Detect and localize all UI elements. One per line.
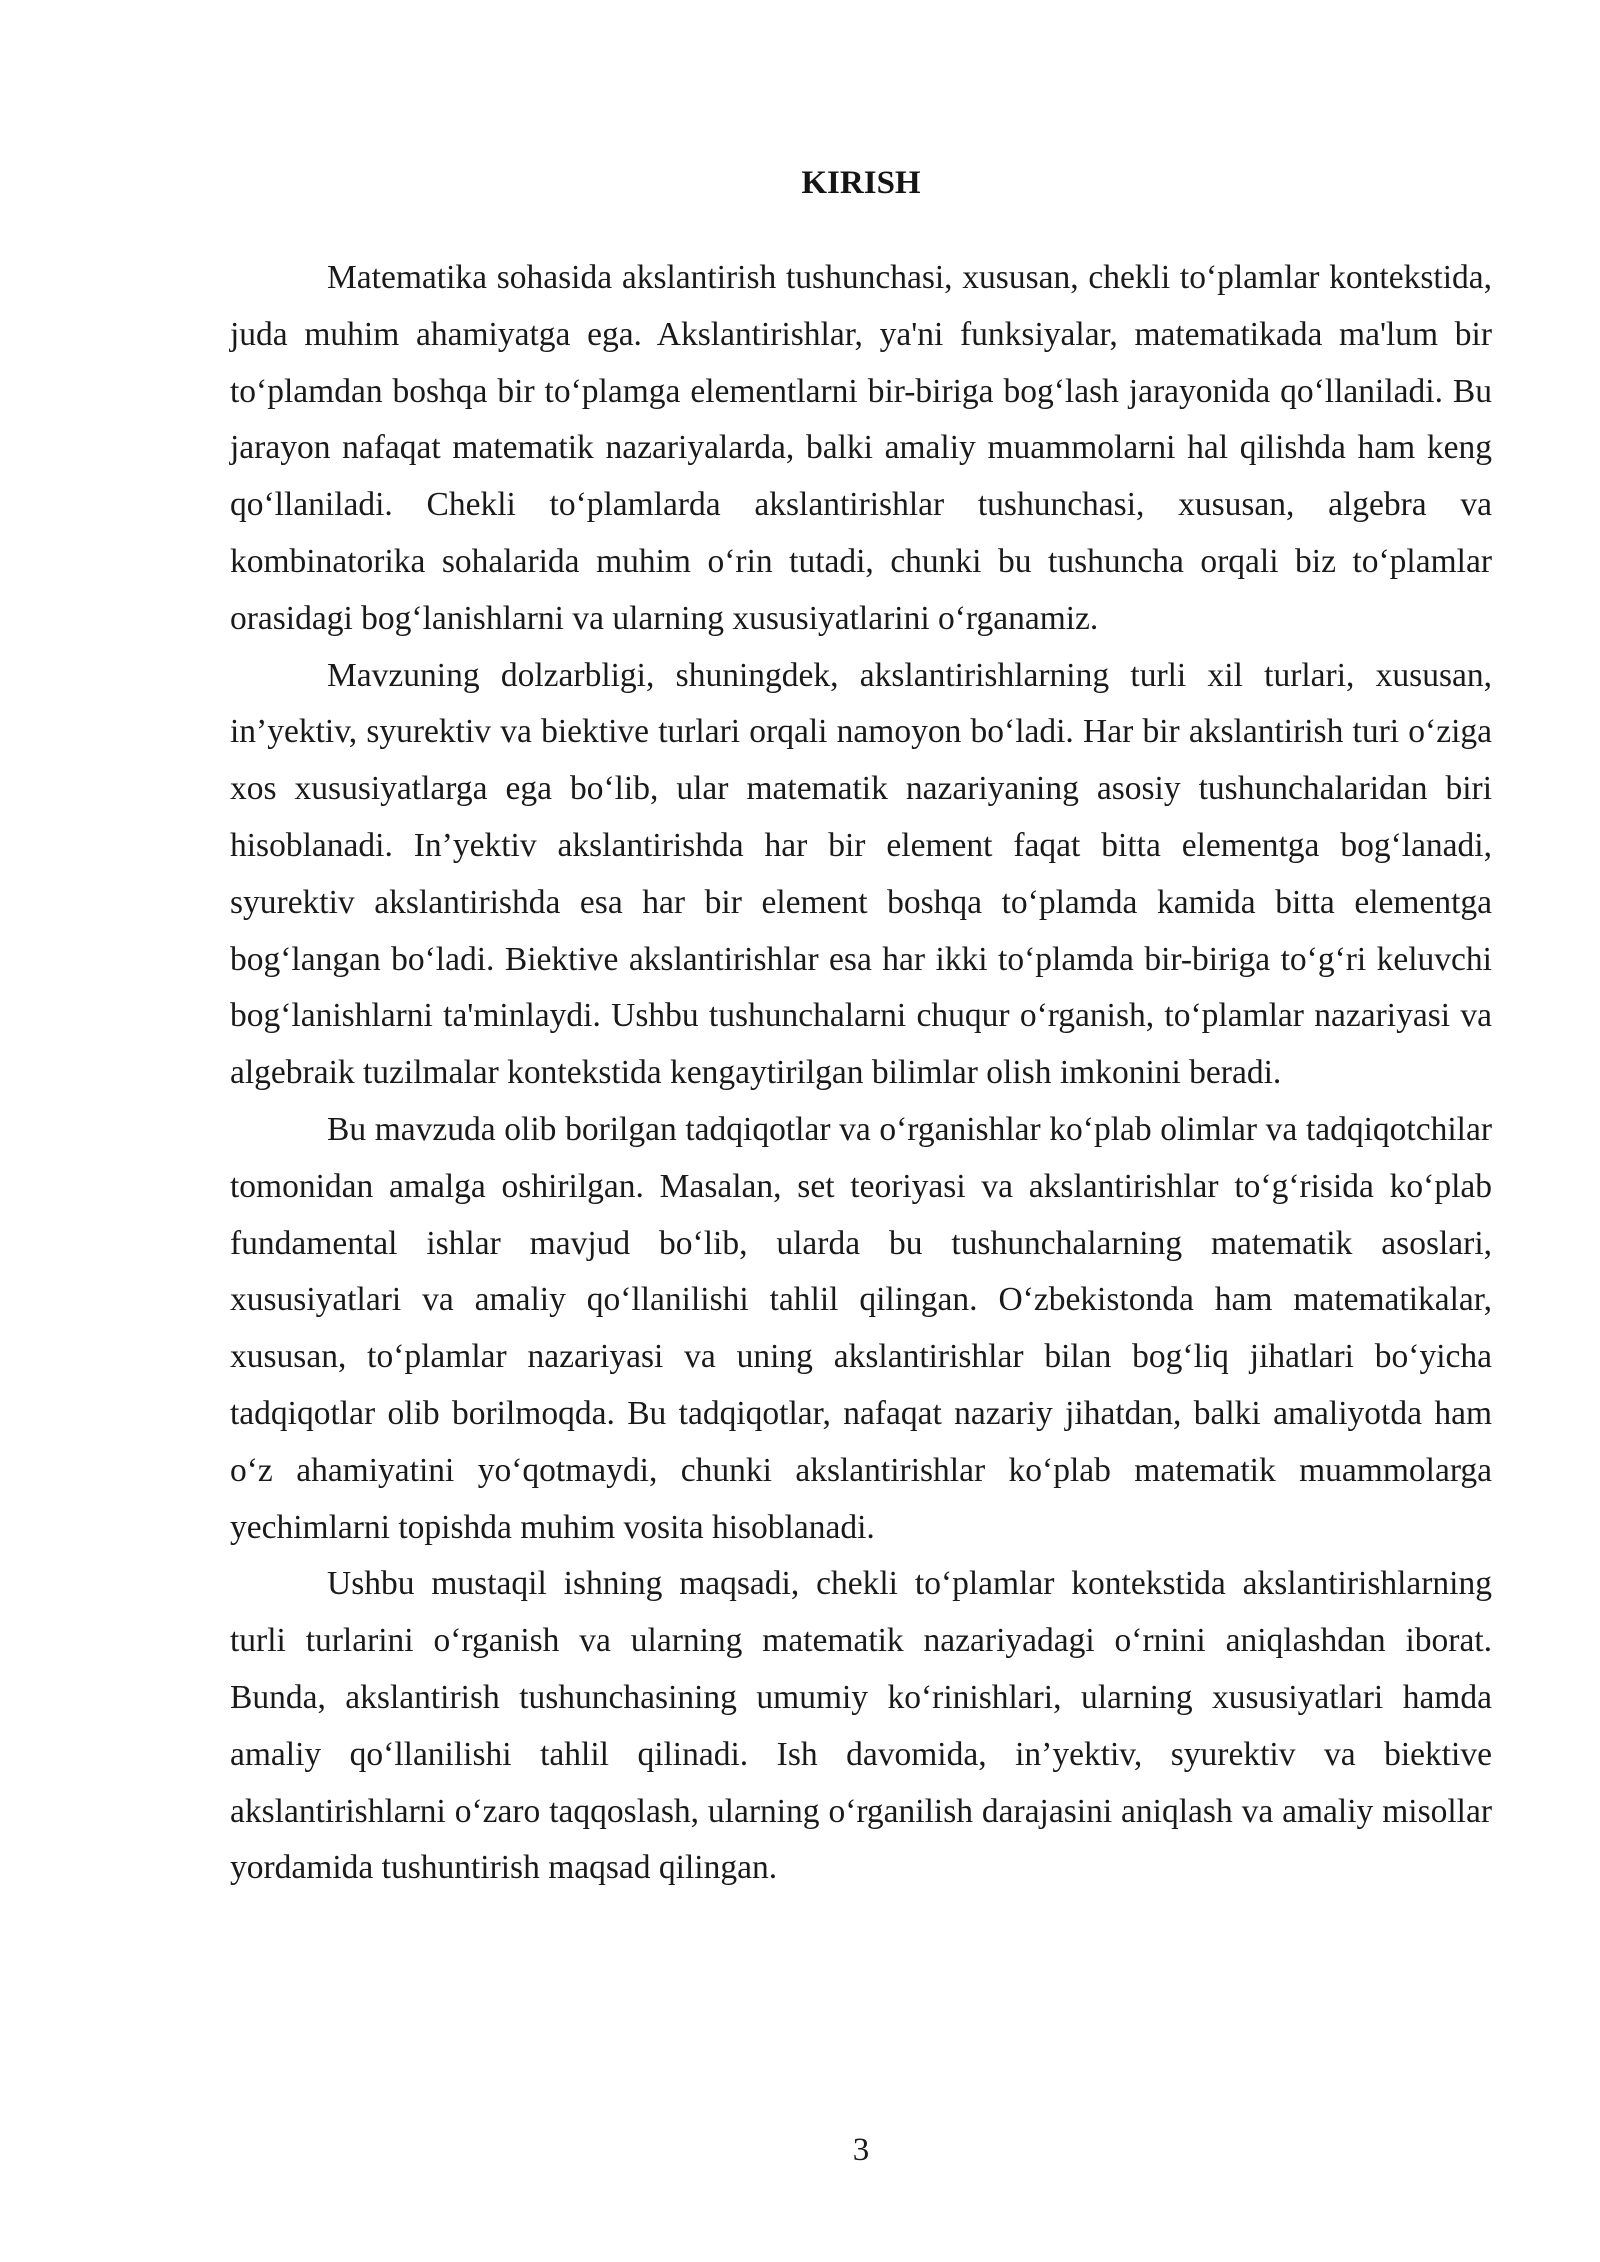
paragraph-goal: Ushbu mustaqil ishning maqsadi, chekli to‘plamlar kontekstida akslantirishlarning turli turlarini o‘rganish va ularning matematik nazariyadagi o‘rnini aniqlashdan iborat. Bunda, akslantirish tushunchasining umumiy ko‘rinishlari, ularning xususiyatlari hamda amaliy qo‘llanilishi tahlil qilinadi. Ish davomida, in’yektiv, syurektiv va biektive akslantirishlarni o‘zaro taqqoslash, ularning o‘rganilish darajasini aniqlash va amaliy misollar yordamida tushuntirish maqsad qilingan. (230, 1565, 1492, 1887)
body-text (230, 250, 1492, 1897)
section-title: KIRISH (801, 165, 921, 201)
paragraph-relevance: Mavzuning dolzarbligi, shuningdek, akslantirishlarning turli xil turlari, xususan, in’yektiv, syurektiv va biektive turlari orqali namoyon bo‘ladi. Har bir akslantirish turi o‘ziga xos xususiyatlarga ega bo‘lib, ular matematik nazariyaning asosiy tushunchalaridan biri hisoblanadi. In’yektiv akslantirishda har bir element faqat bitta elementga bog‘lanadi, syurektiv akslantirishda esa har bir element boshqa to‘plamda kamida bitta elementga bog‘langan bo‘ladi. Biektive akslantirishlar esa har ikki to‘plamda bir-biriga to‘g‘ri keluvchi bog‘lanishlarni ta'minlaydi. Ushbu tushunchalarni chuqur o‘rganish, to‘plamlar nazariyasi va algebraik tuzilmalar kontekstida kengaytirilgan bilimlar olish imkonini beradi. (230, 656, 1492, 1092)
paragraph-research: Bu mavzuda olib borilgan tadqiqotlar va o‘rganishlar ko‘plab olimlar va tadqiqotchilar tomonidan amalga oshirilgan. Masalan, set teoriyasi va akslantirishlar to‘g‘risida ko‘plab fundamental ishlar mavjud bo‘lib, ularda bu tushunchalarning matematik asoslari, xususiyatlari va amaliy qo‘llanilishi tahlil qilingan. O‘zbekistonda ham matematikalar, xususan, to‘plamlar nazariyasi va uning akslantirishlar bilan bog‘liq jihatlari bo‘yicha tadqiqotlar olib borilmoqda. Bu tadqiqotlar, nafaqat nazariy jihatdan, balki amaliyotda ham o‘z ahamiyatini yo‘qotmaydi, chunki akslantirishlar ko‘plab matematik muammolarga yechimlarni topishda muhim vosita hisoblanadi. (230, 1110, 1492, 1546)
paragraph-intro: Matematika sohasida akslantirish tushunchasi, xususan, chekli to‘plamlar kontekstida, juda muhim ahamiyatga ega. Akslantirishlar, ya'ni funksiyalar, matematikada ma'lum bir to‘plamdan boshqa bir to‘plamga elementlarni bir-biriga bog‘lash jarayonida qo‘llaniladi. Bu jarayon nafaqat matematik nazariyalarda, balki amaliy muammolarni hal qilishda ham keng qo‘llaniladi. Chekli to‘plamlarda akslantirishlar tushunchasi, xususan, algebra va kombinatorika sohalarida muhim o‘rin tutadi, chunki bu tushuncha orqali biz to‘plamlar orasidagi bog‘lanishlarni va ularning xususiyatlarini o‘rganamiz. (230, 259, 1492, 637)
page-number: 3 (852, 2132, 870, 2168)
